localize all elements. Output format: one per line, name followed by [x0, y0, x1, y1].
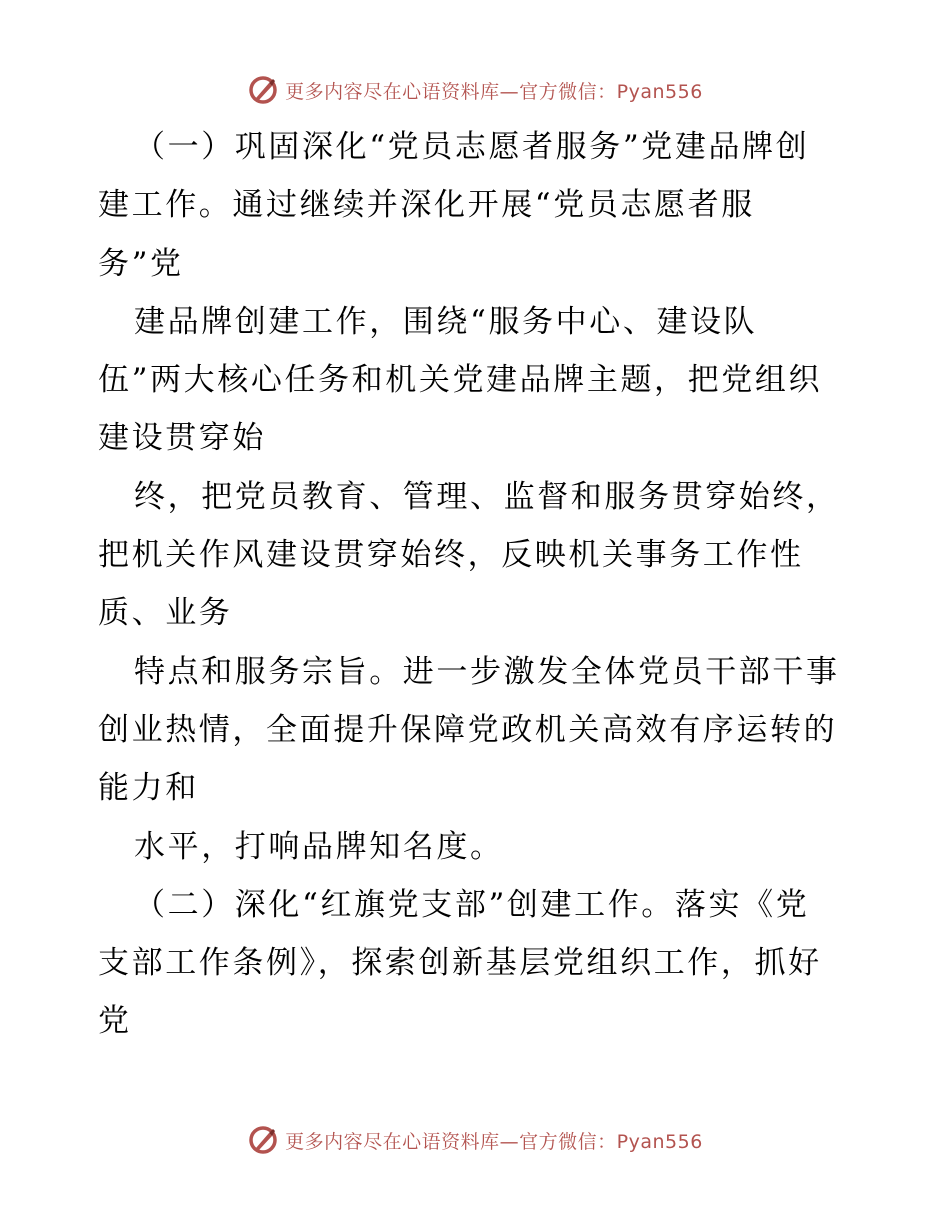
text-line: 质、业务 — [98, 595, 233, 632]
header-banner-text: 更多内容尽在心语资料库—官方微信：Pyan556 — [285, 80, 703, 103]
text-line: 党 — [98, 1003, 132, 1040]
header-banner — [0, 70, 950, 110]
text-line: 水平，打响品牌知名度。 — [134, 828, 504, 865]
text-line: 特点和服务宗旨。进一步激发全体党员干部干事 — [134, 653, 840, 690]
text-line: 伍”两大核心任务和机关党建品牌主题，把党组织 — [98, 362, 823, 399]
text-line: （二）深化“红旗党支部”创建工作。落实《党 — [134, 886, 810, 923]
text-line: 能力和 — [98, 770, 199, 807]
text-line: 建品牌创建工作，围绕“服务中心、建设队 — [134, 303, 758, 340]
pen-logo-icon — [247, 74, 279, 106]
text-line: 支部工作条例》，探索创新基层党组织工作，抓好 — [98, 945, 822, 982]
text-line: 终，把党员教育、管理、监督和服务贯穿始终， — [134, 478, 840, 515]
footer-banner-text: 更多内容尽在心语资料库—官方微信：Pyan556 — [285, 1130, 703, 1153]
text-line: 建设贯穿始 — [98, 420, 266, 457]
text-line: 创业热情，全面提升保障党政机关高效有序运转的 — [98, 711, 838, 748]
text-line: 建工作。通过继续并深化开展“党员志愿者服 — [98, 187, 755, 224]
footer-banner — [0, 1120, 950, 1160]
document-body — [98, 118, 858, 1051]
text-line: 务”党 — [98, 245, 184, 282]
text-line: （一）巩固深化“党员志愿者服务”党建品牌创 — [134, 129, 810, 165]
pen-logo-icon — [247, 1124, 279, 1156]
text-line: 把机关作风建设贯穿始终，反映机关事务工作性 — [98, 537, 804, 574]
